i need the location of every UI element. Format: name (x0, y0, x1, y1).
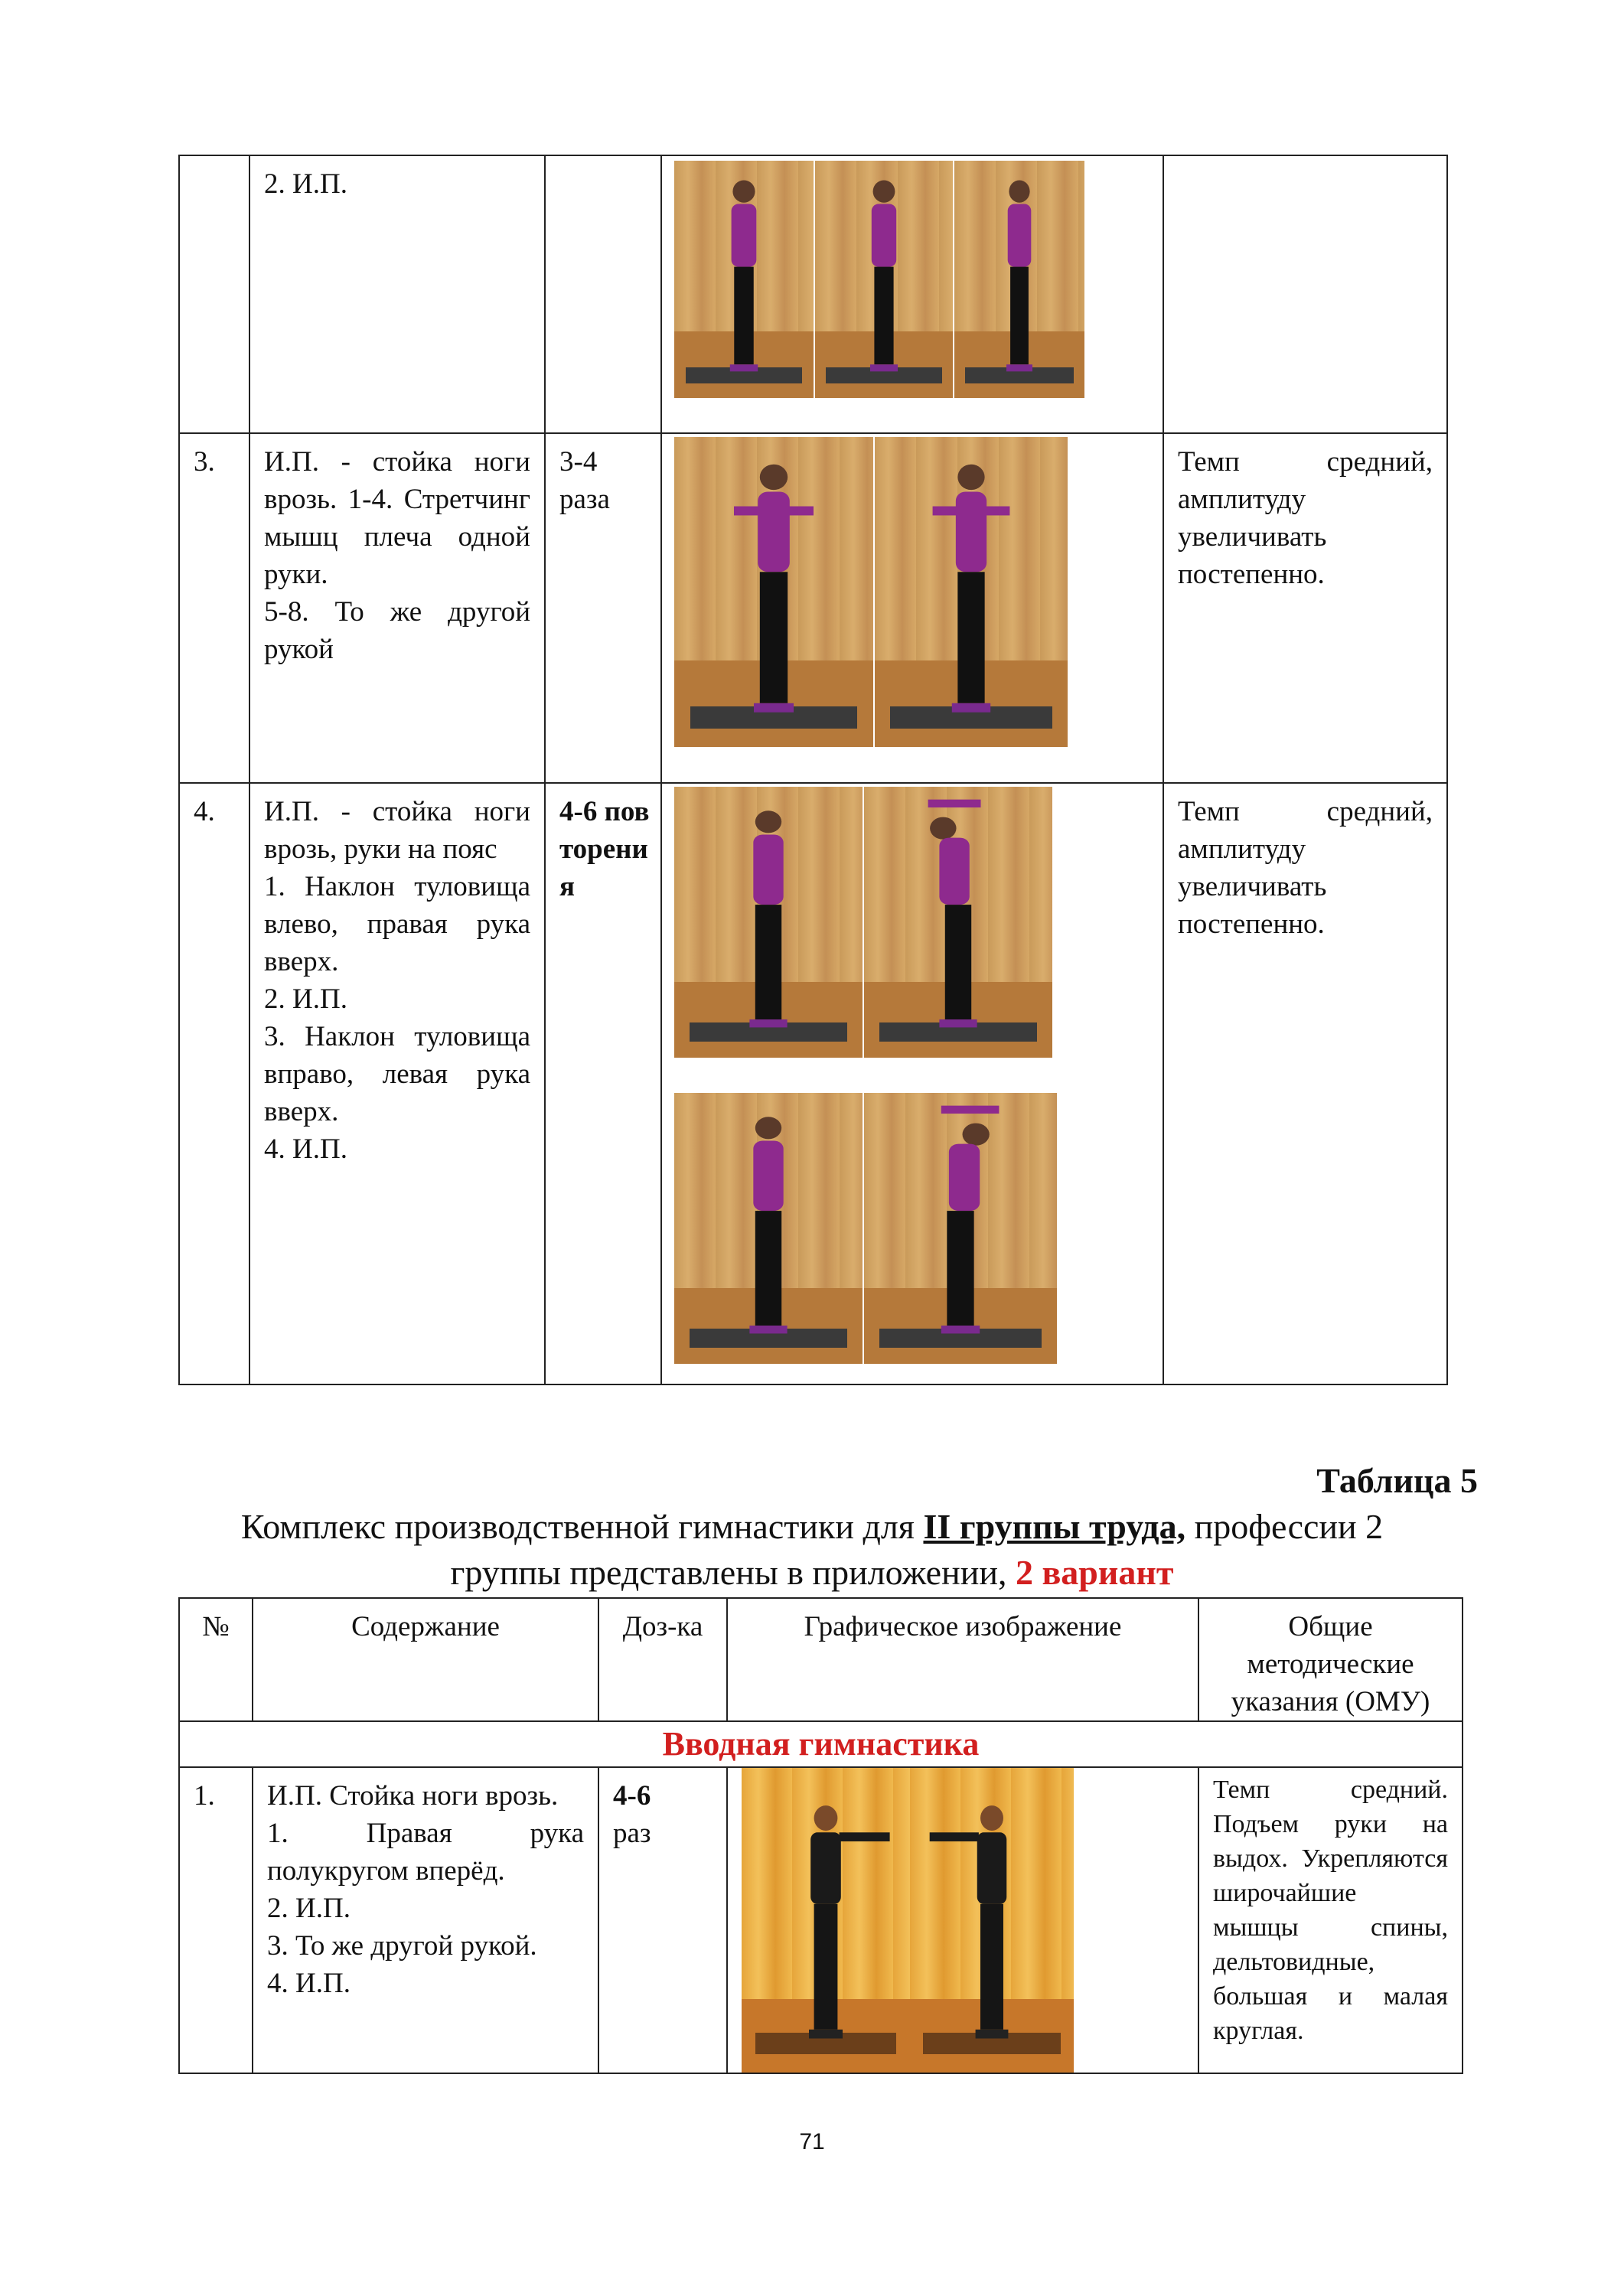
exercise-photo (815, 161, 953, 398)
row-number-cell: 3. (179, 433, 249, 783)
dose-cell: 4-6 повторения (545, 783, 661, 1384)
exercise-photo (910, 1768, 1074, 2073)
table-title-line2 (0, 1550, 1624, 1596)
exercise-photo (864, 787, 1052, 1058)
header-content: Содержание (253, 1598, 598, 1721)
exercise-photo (674, 161, 814, 398)
variant-label: 2 вариант (1015, 1553, 1174, 1592)
image-cell (661, 433, 1163, 783)
content-cell: И.П. - стойка ноги врозь. 1-4. Стретчинг мышц плеча одной руки. 5-8. То же другой рукой (249, 433, 545, 783)
table-row (179, 155, 1447, 433)
image-cell (727, 1767, 1198, 2073)
exercise-photo (674, 787, 863, 1058)
table-title-text: группы представлены в приложении, (450, 1553, 1016, 1592)
notes-cell: Темп средний, амплитуду увеличивать постепенно. (1163, 433, 1447, 783)
dose-cell: 3-4 раза (545, 433, 661, 783)
table-title-underlined: II группы труда, (923, 1507, 1186, 1546)
exercise-photo (954, 161, 1084, 398)
exercise-photo (864, 1093, 1057, 1364)
exercise-table-5 (178, 1597, 1463, 2074)
section-row (179, 1721, 1463, 1767)
table-header-row (179, 1598, 1463, 1721)
table-title-text: Комплекс производственной гимнастики для (240, 1507, 924, 1546)
table-row (179, 433, 1447, 783)
image-cell (661, 783, 1163, 1384)
content-cell: И.П. - стойка ноги врозь, руки на пояс 1. Наклон туловища влево, правая рука вверх. 2. И.П. 3. Наклон туловища вправо, левая рука вверх. 4. И.П. (249, 783, 545, 1384)
header-image: Графическое изображение (727, 1598, 1198, 1721)
image-cell (661, 155, 1163, 433)
row-number-cell (179, 155, 249, 433)
exercise-photo (875, 437, 1068, 747)
header-notes: Общие методические указания (ОМУ) (1198, 1598, 1463, 1721)
section-title: Вводная гимнастика (179, 1721, 1463, 1767)
page-number: 71 (799, 2129, 825, 2154)
header-dose: Доз-ка (598, 1598, 727, 1721)
row-number-cell: 4. (179, 783, 249, 1384)
notes-cell: Темп средний. Подъем руки на выдох. Укрепляются широчайшие мышцы спины, дельтовидные, большая и малая круглая. (1198, 1767, 1463, 2073)
dose-cell: 4-6 раз (598, 1767, 727, 2073)
exercise-photo (674, 1093, 863, 1364)
exercise-photo (742, 1768, 910, 2073)
dose-cell (545, 155, 661, 433)
content-cell: 2. И.П. (249, 155, 545, 433)
table-title-line1 (0, 1504, 1624, 1550)
exercise-table-top (178, 155, 1448, 1385)
content-cell: И.П. Стойка ноги врозь. 1. Правая рука полукругом вперёд. 2. И.П. 3. То же другой рукой. 4. И.П. (253, 1767, 598, 2073)
table-row (179, 1767, 1463, 2073)
table-title-text: профессии 2 (1185, 1507, 1384, 1546)
notes-cell: Темп средний, амплитуду увеличивать постепенно. (1163, 783, 1447, 1384)
header-number: № (179, 1598, 253, 1721)
notes-cell (1163, 155, 1447, 433)
row-number-cell: 1. (179, 1767, 253, 2073)
exercise-photo (674, 437, 873, 747)
table-label: Таблица 5 (1316, 1461, 1478, 1500)
table-row (179, 783, 1447, 1384)
